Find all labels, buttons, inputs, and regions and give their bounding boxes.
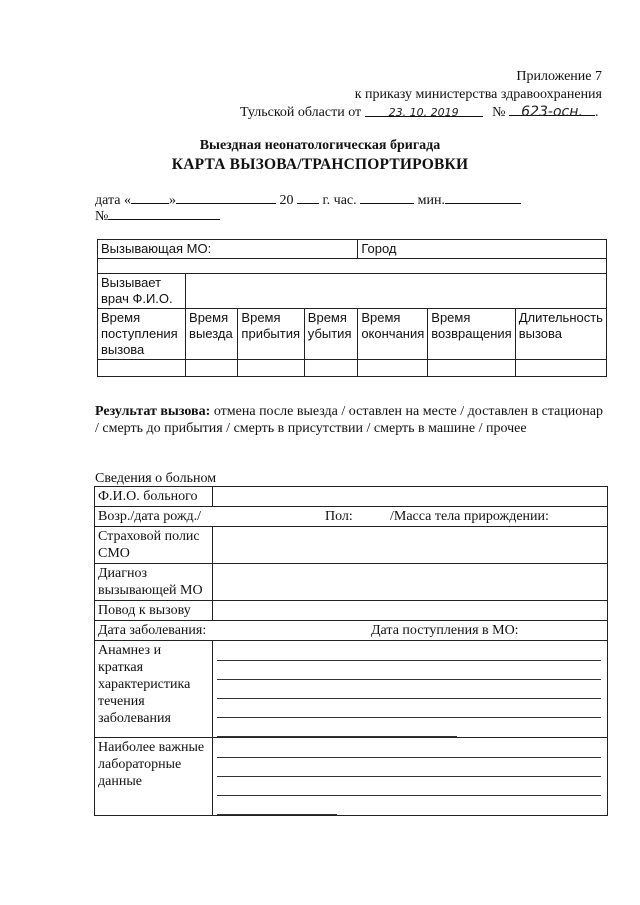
order-date: 23. 10. 2019 xyxy=(365,104,483,117)
date-close: » xyxy=(168,193,176,208)
date-label: дата « xyxy=(95,193,131,208)
patient-section-title: Сведения о больном xyxy=(95,471,217,486)
order-label: к приказу министерства здравоохранения xyxy=(354,87,602,102)
dates-row[interactable] xyxy=(95,621,608,641)
cell-departure[interactable] xyxy=(186,360,238,377)
caller-doctor-value[interactable] xyxy=(186,274,607,309)
region-label: Тульской области от xyxy=(240,105,362,120)
anamnesis-label: Анамнез и краткая характеристика течения заболевания xyxy=(95,641,213,738)
cell-leaving[interactable] xyxy=(304,360,358,377)
number-sign: № xyxy=(492,105,506,120)
brigade-title: Выездная неонатологическая бригада xyxy=(199,138,441,153)
col-return: Время возвращения xyxy=(428,309,515,360)
day-field[interactable] xyxy=(131,191,169,204)
diagnosis-value[interactable] xyxy=(212,564,607,601)
cell-duration[interactable] xyxy=(515,360,606,377)
hour-label: г. час. xyxy=(322,193,357,208)
order-line: Тульской области от 23. 10. 2019 № 623-осн. . xyxy=(240,104,599,120)
result-block xyxy=(95,403,603,437)
fio-value[interactable] xyxy=(212,487,607,507)
caller-doctor-label: Вызывает врач Ф.И.О. xyxy=(98,274,186,309)
anamnesis-line xyxy=(217,645,601,661)
cell-return[interactable] xyxy=(428,360,515,377)
result-label: Результат вызова: xyxy=(95,404,211,419)
caller-mo-label: Вызывающая МО: xyxy=(98,240,358,259)
insurance-label: Страховой полис СМО xyxy=(95,527,213,564)
col-end: Время окончания xyxy=(358,309,428,360)
fio-label: Ф.И.О. больного xyxy=(95,487,213,507)
col-received: Время поступления вызова xyxy=(98,309,186,360)
patient-table xyxy=(94,486,608,816)
lab-line xyxy=(217,742,601,758)
disease-date-label: Дата заболевания: xyxy=(98,623,207,638)
lab-label: Наиболее важные лабораторные данные xyxy=(95,738,213,816)
lab-line xyxy=(217,761,601,777)
card-title: КАРТА ВЫЗОВА/ТРАНСПОРТИРОВКИ xyxy=(171,156,469,173)
caller-mo-value[interactable] xyxy=(98,259,607,274)
col-leaving: Время убытия xyxy=(304,309,358,360)
col-departure: Время выезда xyxy=(186,309,238,360)
cell-end[interactable] xyxy=(358,360,428,377)
age-label: Возр./дата рожд./ xyxy=(98,509,202,524)
reason-label: Повод к вызову xyxy=(95,601,213,621)
lab-line xyxy=(217,799,337,815)
diagnosis-label: Диагноз вызывающей МО xyxy=(95,564,213,601)
year-field[interactable] xyxy=(297,191,319,204)
anamnesis-value[interactable] xyxy=(212,641,607,738)
admission-date-label: Дата поступления в МО: xyxy=(371,623,519,638)
weight-label: /Масса тела прирождении: xyxy=(390,509,549,524)
anamnesis-line xyxy=(217,721,457,737)
month-field[interactable] xyxy=(176,191,276,204)
cell-received[interactable] xyxy=(98,360,186,377)
reason-value[interactable] xyxy=(212,601,607,621)
order-number: 623-осн. xyxy=(509,103,595,116)
appendix-label: Приложение 7 xyxy=(516,69,602,84)
anamnesis-line xyxy=(217,683,601,699)
anamnesis-line xyxy=(217,702,601,718)
anamnesis-line xyxy=(217,664,601,680)
lab-value[interactable] xyxy=(212,738,607,816)
min-field[interactable] xyxy=(445,191,521,204)
insurance-value[interactable] xyxy=(212,527,607,564)
call-table xyxy=(97,239,607,377)
number-label: № xyxy=(95,209,109,224)
lab-line xyxy=(217,780,601,796)
result-options: отмена после выезда / оставлен на месте / доставлен в стационар / смерть до прибытия / смерть в присутствии / смерть в машине / прочее xyxy=(95,404,604,436)
sex-label: Пол: xyxy=(325,509,353,524)
number-line xyxy=(95,207,220,226)
col-duration: Длительность вызова xyxy=(515,309,606,360)
min-label: мин. xyxy=(417,193,445,208)
age-sex-weight-row[interactable] xyxy=(95,507,608,527)
city-label: Город xyxy=(358,240,607,259)
cell-arrival[interactable] xyxy=(238,360,304,377)
hour-field[interactable] xyxy=(360,191,414,204)
card-number-field[interactable] xyxy=(108,207,220,220)
year-label: 20 xyxy=(279,193,294,208)
col-arrival: Время прибытия xyxy=(238,309,304,360)
